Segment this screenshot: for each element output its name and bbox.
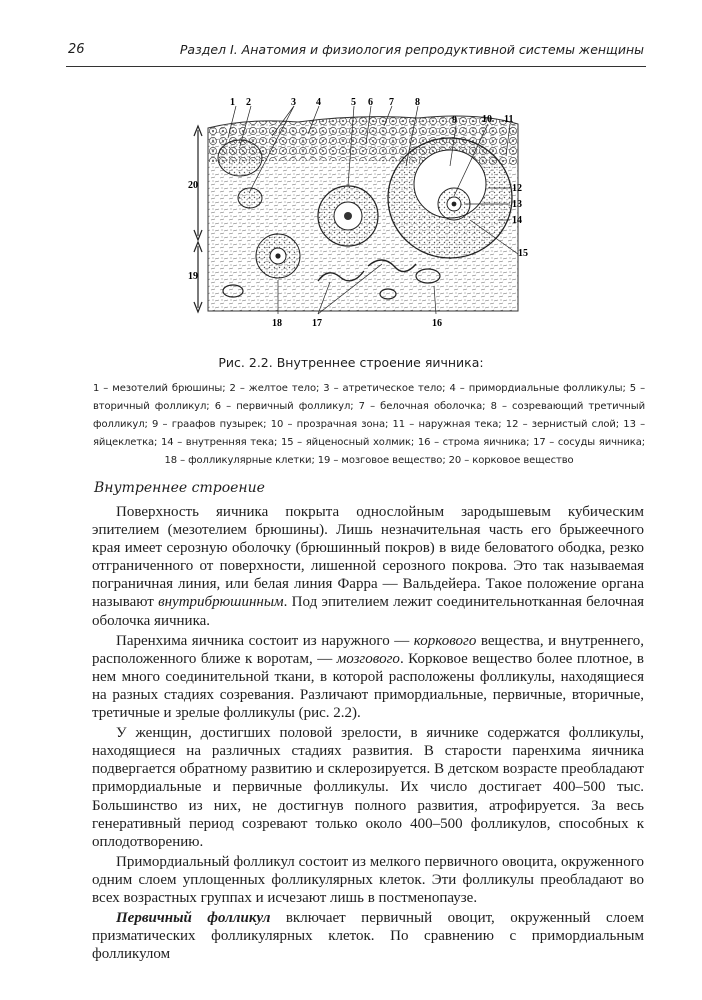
figure-label: 1	[230, 97, 235, 108]
body-text	[92, 503, 644, 965]
figure-label: 7	[389, 97, 394, 108]
paragraph: У женщин, достигших половой зрелости, в яичнике содержатся фолликулы, находящиеся на различных стадиях развития. В старости паренхима яичника подвергается обратному развитию и склерозируется. В детском возрасте преобладают примордиальные и первичные фолликулы. Их число достигает 400–500 тыс. Большинство из них, не достигнув полного развития, атрофируется. За весь генеративный период созревают только около 400–500 фолликулов, способных к оплодотворению.	[92, 725, 644, 850]
figure-legend: 1 – мезотелий брюшины; 2 – желтое тело; 3 – атретическое тело; 4 – примордиальные фолликулы; 5 – вторичный фолликул; 6 – первичный фолликул; 7 – белочная оболочка; 8 – созревающий третичный фолликул; 9 – граафов пузырек; 10 – прозрачная зона; 11 – наружная тека; 12 – зернистый слой; 13 – яйцеклетка; 14 – внутренняя тека; 15 – яйценосный холмик; 16 – строма яичника; 17 – сосуды яичника; 18 – фолликулярные клетки; 19 – мозговое вещество; 20 – корковое вещество	[93, 383, 645, 466]
figure-label: 8	[415, 97, 420, 108]
figure-label: 13	[512, 199, 522, 210]
section-title: Внутреннее строение	[94, 480, 265, 496]
figure-label: 18	[272, 318, 282, 329]
figure-caption: Рис. 2.2. Внутреннее строение яичника:	[218, 355, 484, 370]
figure-label: 6	[368, 97, 373, 108]
ovary-illustration	[188, 96, 558, 346]
figure-label: 9	[452, 115, 457, 126]
page-number: 26	[68, 42, 85, 57]
emphasis: мозгового	[336, 650, 400, 667]
figure-label: 3	[291, 97, 296, 108]
figure-label: 19	[188, 271, 198, 282]
paragraph: Поверхность яичника покрыта однослойным зародышевым кубическим эпителием (мезотелием брюшины). Лишь незначительная часть его брыжеечного края имеет серозную оболочку (брюшинный покров) в виде беловатого ободка, резко отграниченного от поверхности, лишенной серозного покрова. Это так называемая пограничная линия, или белая линия Фарра — Вальдейера. Такое положение органа называют внутрибрюшинным. Под эпителием лежит соединительнотканная белочная оболочка яичника.	[92, 504, 645, 629]
figure-label: 10	[482, 114, 492, 125]
emphasis: внутрибрюшинным	[158, 594, 284, 611]
figure-label: 4	[316, 97, 321, 108]
figure-label: 17	[312, 318, 322, 329]
paragraph: Примордиальный фолликул состоит из мелкого первичного овоцита, окруженного одним слоем уплощенных фолликулярных клеток. Эти фолликулы преобладают во всех возрастных группах и исчезают лишь в постменопаузе.	[92, 853, 644, 906]
figure-label: 2	[246, 97, 251, 108]
paragraph: Паренхима яичника состоит из наружного — коркового вещества, и внутреннего, расположенного ближе к воротам, — мозгового. Корковое вещество более плотное, в нем много соединительной ткани, в которой расположены фолликулы, находящиеся на разных стадиях созревания. Различают примордиальные, первичные, вторичные, третичные и зрелые фолликулы (рис. 2.2).	[92, 632, 644, 722]
paragraph: Первичный фолликул включает первичный овоцит, окруженный слоем призматических фолликулярных клеток. По сравнению с примордиальным фолликулом	[92, 910, 644, 963]
figure-label: 11	[504, 114, 514, 125]
figure-label: 14	[512, 215, 522, 226]
figure-label: 20	[188, 180, 198, 191]
figure-label: 5	[351, 97, 356, 108]
running-title: Раздел I. Анатомия и физиология репродуктивной системы женщины	[179, 42, 644, 57]
figure-label: 12	[512, 183, 522, 194]
figure-label: 16	[432, 318, 442, 329]
figure-label: 15	[518, 248, 528, 259]
ovary-structure-figure	[188, 96, 558, 346]
emphasis: коркового	[413, 632, 477, 649]
running-header	[66, 42, 646, 67]
term-primary-follicle: Первичный фолликул	[116, 910, 271, 927]
